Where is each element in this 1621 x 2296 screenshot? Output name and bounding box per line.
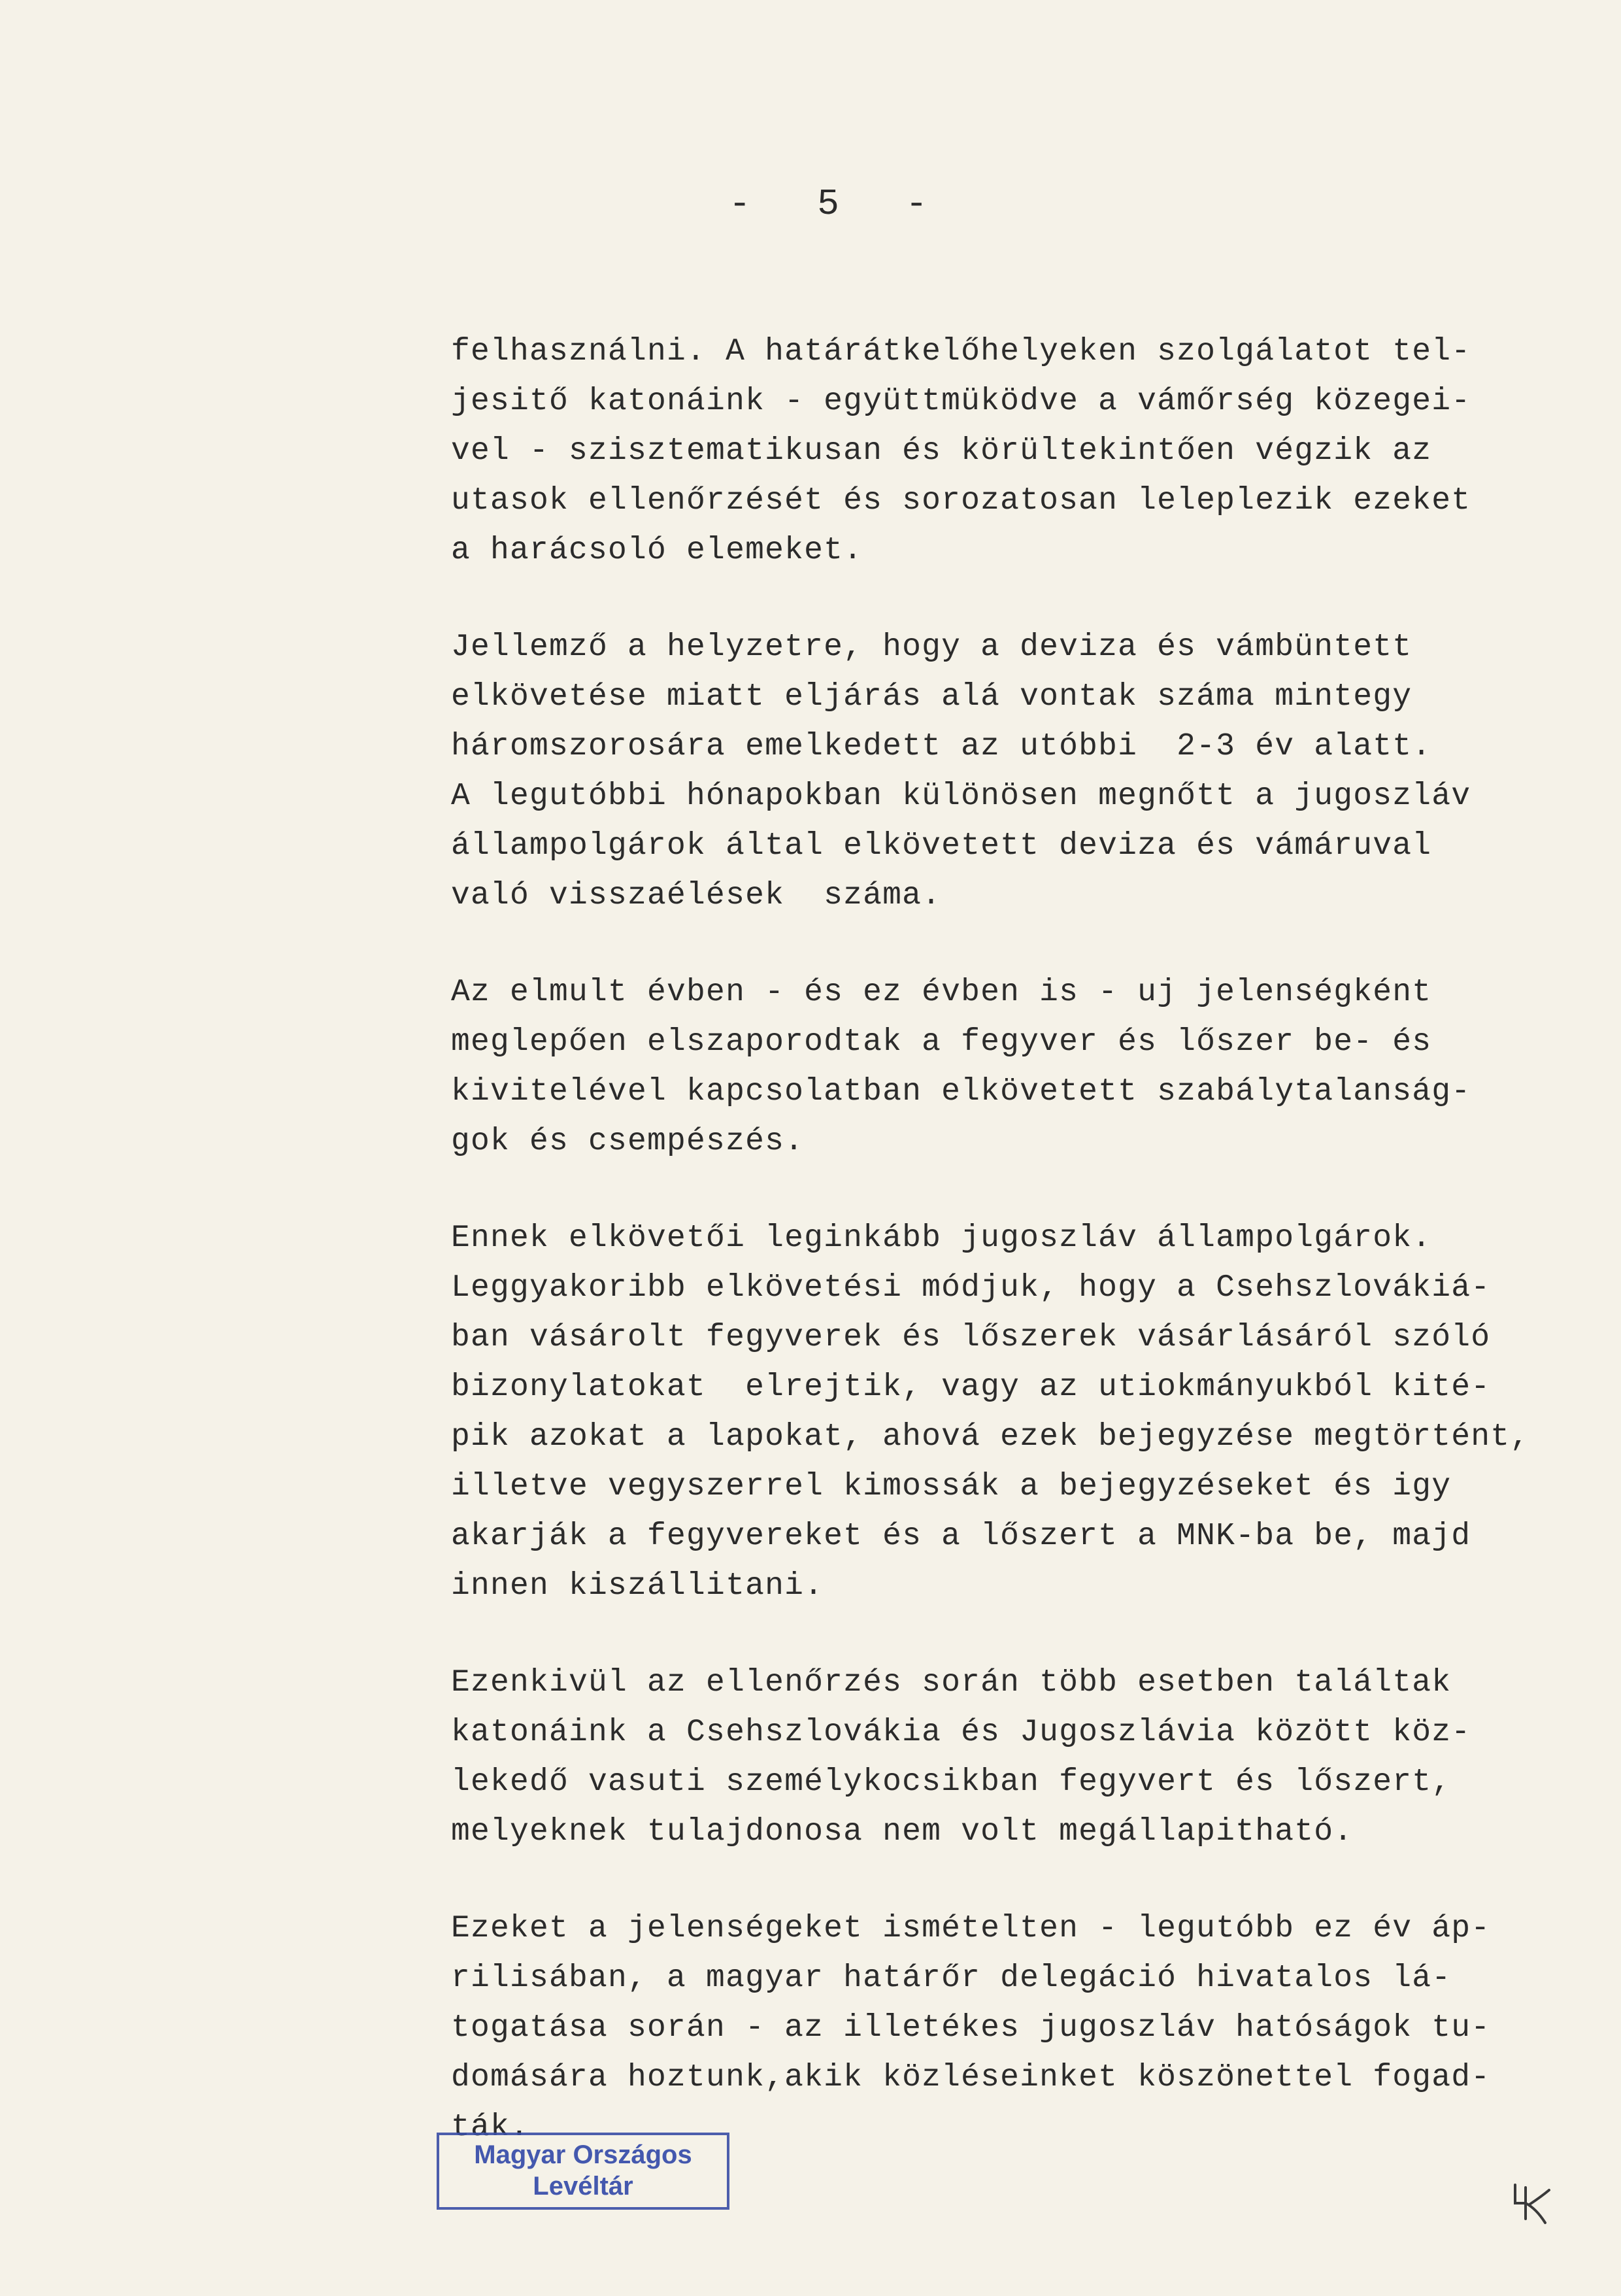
text-line: innen kiszállitani. <box>451 1568 824 1604</box>
text-line: melyeknek tulajdonosa nem volt megállapitható. <box>451 1814 1354 1849</box>
archive-stamp <box>437 2133 729 2210</box>
text-line: ták. <box>451 2110 530 2145</box>
text-line: vel - szisztematikusan és körültekintően végzik az <box>451 433 1432 469</box>
text-line: togatása során - az illetékes jugoszláv hatóságok tu- <box>451 2010 1491 2046</box>
text-line: háromszorosára emelkedett az utóbbi 2-3 év alatt. <box>451 729 1432 764</box>
text-line: Ezeket a jelenségeket ismételten - legutóbb ez év áp- <box>451 1911 1491 1946</box>
paragraph <box>451 968 1562 1166</box>
text-line: akarják a fegyvereket és a lőszert a MNK-ba be, majd <box>451 1519 1471 1554</box>
text-line: pik azokat a lapokat, ahová ezek bejegyzése megtörtént, <box>451 1419 1530 1455</box>
text-line: Az elmult évben - és ez évben is - uj jelenségként <box>451 975 1432 1010</box>
handwritten-mark-icon <box>1503 2177 1556 2229</box>
stamp-line: Magyar Országos <box>474 2140 692 2169</box>
text-line: bizonylatokat elrejtik, vagy az utiokmányukból kité- <box>451 1370 1491 1405</box>
text-line: Ennek elkövetői leginkább jugoszláv állampolgárok. <box>451 1221 1432 1256</box>
text-line: jesitő katonáink - együttmüködve a vámőrség közegei- <box>451 384 1471 419</box>
paragraph <box>451 1658 1562 1857</box>
body-text <box>451 327 1562 2199</box>
text-line: felhasználni. A határátkelőhelyeken szolgálatot tel- <box>451 334 1471 369</box>
text-line: elkövetése miatt eljárás alá vontak száma mintegy <box>451 679 1412 715</box>
text-line: Jellemző a helyzetre, hogy a deviza és vámbüntett <box>451 630 1412 665</box>
paragraph <box>451 1213 1562 1611</box>
text-line: kivitelével kapcsolatban elkövetett szabálytalanság- <box>451 1074 1471 1109</box>
paragraph <box>451 327 1562 575</box>
text-line: utasok ellenőrzését és sorozatosan leleplezik ezeket <box>451 483 1471 518</box>
paragraph <box>451 622 1562 920</box>
text-line: domására hoztunk,akik közléseinket köszönettel fogad- <box>451 2060 1491 2095</box>
text-line: illetve vegyszerrel kimossák a bejegyzéseket és igy <box>451 1469 1452 1504</box>
text-line: Leggyakoribb elkövetési módjuk, hogy a Csehszlovákiá- <box>451 1270 1491 1306</box>
text-line: ban vásárolt fegyverek és lőszerek vásárlásáról szóló <box>451 1320 1491 1355</box>
text-line: meglepően elszaporodtak a fegyver és lőszer be- és <box>451 1024 1432 1060</box>
text-line: rilisában, a magyar határőr delegáció hivatalos lá- <box>451 1961 1452 1996</box>
text-line: A legutóbbi hónapokban különösen megnőtt a jugoszláv <box>451 779 1471 814</box>
stamp-line: Levéltár <box>533 2172 633 2201</box>
text-line: katonáink a Csehszlovákia és Jugoszlávia között köz- <box>451 1715 1471 1750</box>
text-line: való visszaélések száma. <box>451 878 942 913</box>
text-line: lekedő vasuti személykocsikban fegyvert és lőszert, <box>451 1764 1452 1800</box>
text-line: a harácsoló elemeket. <box>451 533 863 568</box>
text-line: Ezenkivül az ellenőrzés során több esetben találtak <box>451 1665 1452 1700</box>
text-line: állampolgárok által elkövetett deviza és vámáruval <box>451 828 1432 864</box>
text-line: gok és csempészés. <box>451 1124 805 1159</box>
paragraph <box>451 1904 1562 2152</box>
page-number: - 5 - <box>729 183 950 225</box>
